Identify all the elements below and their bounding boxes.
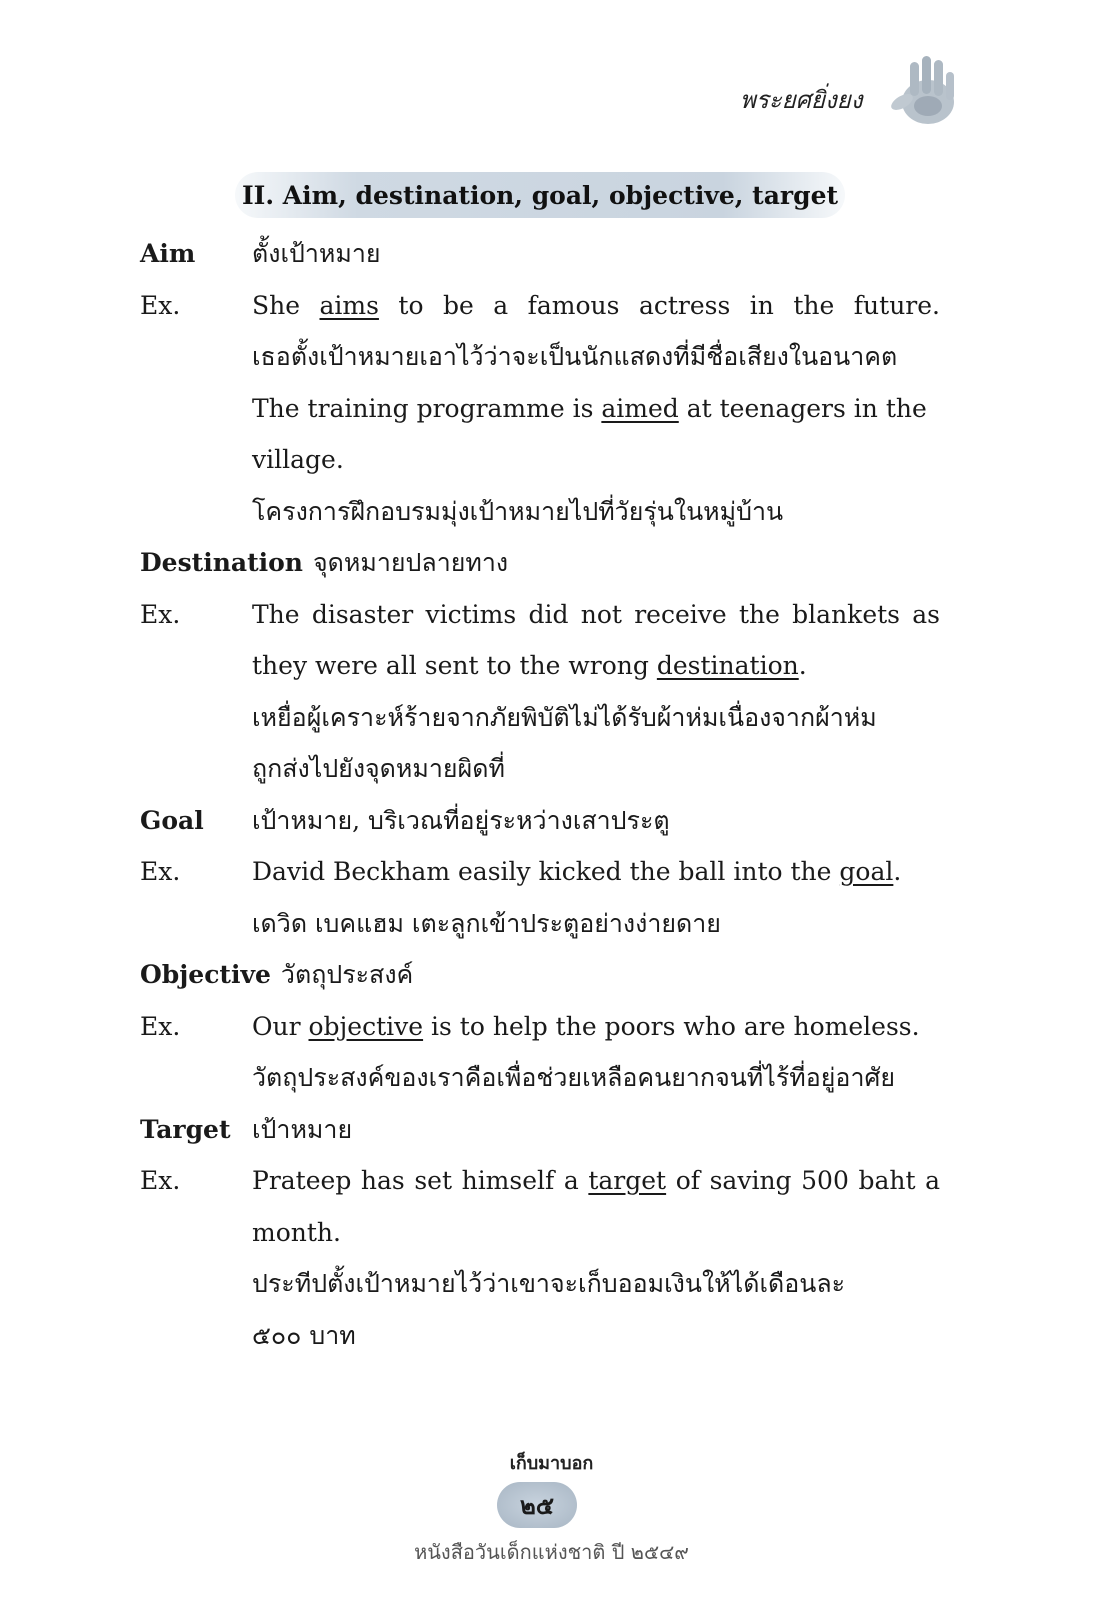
term-destination: Destination xyxy=(140,548,303,577)
translation-destination-1: เหยื่อผู้เคราะห์ร้ายจากภัยพิบัติไม่ได้รับผ้าห่มเนื่องจากผ้าห่ม xyxy=(252,702,877,732)
term-objective: Objective xyxy=(140,960,271,989)
footer-column-title: เก็บมาบอก xyxy=(509,1453,594,1474)
translation-aim-1: เธอตั้งเป้าหมายเอาไว้ว่าจะเป็นนักแสดงที่มีชื่อเสียงในอนาคต xyxy=(252,342,898,371)
example-text: The disaster victims did not receive the blankets as xyxy=(252,599,940,629)
example-goal xyxy=(140,846,940,898)
example-text-part: at teenagers in the village. xyxy=(252,393,927,474)
underlined-word: objective xyxy=(308,1011,424,1041)
underlined-word: target xyxy=(588,1166,667,1195)
example-text-part: The training programme is xyxy=(252,393,602,423)
ex-label: Ex. xyxy=(140,290,181,320)
entry-destination xyxy=(140,537,940,589)
underlined-word: aimed xyxy=(601,393,679,423)
footer-book-title: หนังสือวันเด็กแห่งชาติ ปี ๒๕๔๙ xyxy=(414,1540,689,1564)
underlined-word: goal xyxy=(839,857,894,886)
example-destination xyxy=(140,589,940,641)
translation-goal: เดวิด เบคแฮม เตะลูกเข้าประตูอย่างง่ายดาย xyxy=(252,908,721,938)
hand-illustration-icon xyxy=(880,50,970,140)
example-text-part: they were all sent to the wrong xyxy=(252,651,657,680)
entry-target xyxy=(140,1104,940,1156)
term-aim: Aim xyxy=(140,239,196,268)
ex-label: Ex. xyxy=(140,599,181,629)
underlined-word: aims xyxy=(319,290,379,320)
example-text xyxy=(252,846,940,898)
example-text-part: . xyxy=(798,651,807,680)
ex-label: Ex. xyxy=(140,857,181,886)
example-text-part: of saving 500 baht a xyxy=(666,1166,940,1195)
example-text-part: . xyxy=(893,857,902,886)
translation-objective: วัตถุประสงค์ของเราคือเพื่อช่วยเหลือคนยากจนที่ไร้ที่อยู่อาศัย xyxy=(252,1063,896,1092)
section-title: II. Aim, destination, goal, objective, target xyxy=(235,172,845,218)
entry-goal xyxy=(140,795,940,847)
translation-destination-2: ถูกส่งไปยังจุดหมายผิดที่ xyxy=(252,754,505,783)
example-text xyxy=(252,1001,940,1053)
example-destination-line-2 xyxy=(140,640,940,692)
meaning-goal: เป้าหมาย, บริเวณที่อยู่ระหว่างเสาประตู xyxy=(252,805,670,835)
example-text-part: is to help the poors who are homeless. xyxy=(423,1011,920,1041)
example-aim-2 xyxy=(140,383,940,486)
translation-aim-2: โครงการฝึกอบรมมุ่งเป้าหมายไปที่วัยรุ่นในหมู่บ้าน xyxy=(252,496,784,526)
example-text-part: Our xyxy=(252,1011,309,1041)
term-goal: Goal xyxy=(140,805,204,835)
vocabulary-content xyxy=(140,228,940,1361)
translation-target-1: ประทีปตั้งเป้าหมายไว้ว่าเขาจะเก็บออมเงินให้ได้เดือนละ xyxy=(252,1269,846,1298)
meaning-destination: จุดหมายปลายทาง xyxy=(312,548,509,577)
entry-objective xyxy=(140,949,940,1001)
meaning-target: เป้าหมาย xyxy=(252,1114,353,1144)
example-text-part: She xyxy=(252,290,320,320)
example-text-part: to be a famous actress in the future. xyxy=(378,290,940,320)
underlined-word: destination xyxy=(656,651,799,680)
page-number: ๒๕ xyxy=(497,1482,577,1528)
meaning-objective: วัตถุประสงค์ xyxy=(280,960,414,989)
example-objective xyxy=(140,1001,940,1053)
logo-text: พระยศยิ่งยง xyxy=(740,86,863,114)
example-text-part: David Beckham easily kicked the ball into the xyxy=(252,857,840,886)
ex-label: Ex. xyxy=(140,1011,181,1041)
example-text-part: Prateep has set himself a xyxy=(252,1166,589,1195)
entry-aim xyxy=(140,228,940,280)
example-target xyxy=(140,1155,940,1207)
header-logo xyxy=(740,70,970,150)
meaning-aim: ตั้งเป้าหมาย xyxy=(252,239,381,268)
example-text xyxy=(252,280,940,332)
example-target-line-2: month. xyxy=(252,1217,341,1247)
example-text xyxy=(252,1155,940,1207)
term-target: Target xyxy=(140,1114,231,1144)
ex-label: Ex. xyxy=(140,1166,181,1195)
translation-target-2: ๕๐๐ บาท xyxy=(252,1320,356,1350)
example-aim-1 xyxy=(140,280,940,332)
